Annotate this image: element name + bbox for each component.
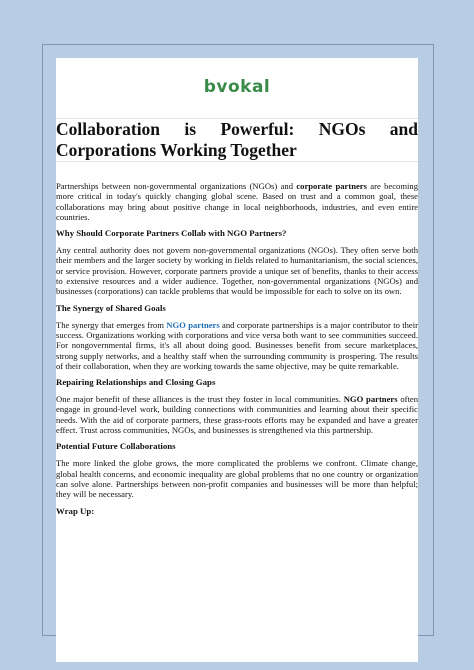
bvokal-logo: bvokal	[203, 77, 271, 97]
synergy-paragraph	[56, 320, 418, 371]
intro-text-end: are becoming more critical in today's quickly changing global scene. Based on trust and a common goal, these collaborations may bring about positive change in local neighborhoods, industries, and even entire countries.	[56, 181, 418, 222]
repair-heading: Repairing Relationships and Closing Gaps	[56, 377, 216, 388]
why-heading: Why Should Corporate Partners Collab with NGO Partners?	[56, 228, 287, 239]
wrap-up-heading: Wrap Up:	[56, 505, 95, 516]
synergy-heading: The Synergy of Shared Goals	[56, 302, 166, 313]
ngo-partners-bold-link[interactable]: NGO partners	[343, 394, 398, 405]
article-body	[56, 181, 418, 523]
intro-text-start: Partnerships between non-governmental organizations (NGOs) and	[56, 181, 297, 191]
repair-text-end: often engage in ground-level work, building connections with communities and learning about their specific needs. With the aid of corporate partners, these grass-roots efforts may be expanded and have a greater effect. Trust across communities, NGOs, and businesses is strengthened via this partnership.	[56, 394, 418, 436]
corporate-partners-link[interactable]: corporate partners	[296, 181, 367, 191]
intro-paragraph	[56, 181, 418, 222]
future-heading: Potential Future Collaborations	[56, 441, 176, 452]
why-paragraph: Any central authority does not govern non-governmental organizations (NGOs). They often serve both their members and the larger society by working in fields related to humanitarianism, the social sciences, or service provision. However, corporate partners provide a unique set of benefits, thanks to their access to extensive resources and a wider audience. Together, non-governmental organizations (NGOs) and businesses (corporations) can tackle problems that would be impossible for each to solve on its own.	[56, 245, 418, 297]
future-paragraph: The more linked the globe grows, the more complicated the problems we confront. Climate change, global health concerns, and economic inequality are global problems that no one country or organization can solve alone. Partnerships between non-profit companies and businesses will be more than helpful; they will be necessary.	[56, 458, 418, 500]
logo-header	[56, 58, 418, 116]
document-page	[56, 58, 418, 662]
ngo-partners-link[interactable]: NGO partners	[166, 319, 220, 330]
repair-text-start: One major benefit of these alliances is the trust they foster in local communities.	[56, 394, 344, 405]
synergy-text-end: and corporate partnerships is a major contributor to their success. Organizations working with corporations and vice versa both want to see communities succeed. For nongovernmental firms, it's all about doing good. Businesses benefit from secure marketplaces, strong supply networks, and a healthy staff when the surrounding community is prospering. The results of their collaboration, when they are working towards the same objective, may be quite remarkable.	[56, 319, 418, 371]
synergy-text-start: The synergy that emerges from	[56, 319, 167, 330]
repair-paragraph	[56, 394, 418, 435]
page-title: Collaboration is Powerful: NGOs and Corporations Working Together	[56, 119, 418, 160]
